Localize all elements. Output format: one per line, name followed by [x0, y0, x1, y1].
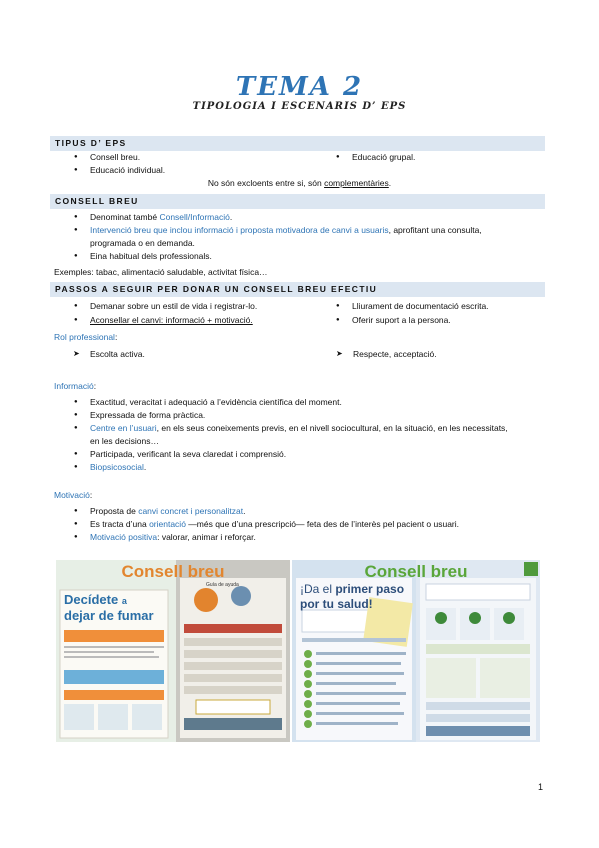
tipus-note-underlined: complementàries	[324, 178, 389, 188]
informacio-item-centre	[90, 422, 508, 434]
consell-item-eina: ● Eina habitual dels professionals.	[90, 250, 212, 262]
informacio-label	[54, 380, 96, 392]
motivacio-item1-end: .	[243, 506, 246, 516]
consell-item-intervencio-cont: programada o en demanda.	[90, 238, 195, 248]
image-left-headline2: dejar de fumar	[64, 608, 154, 623]
section-passos-heading: PASSOS A SEGUIR PER DONAR UN CONSELL BREU EFECTIU	[50, 282, 545, 297]
section-consell-heading: CONSELL BREU	[50, 194, 545, 209]
consell-item2-text: , aprofitant una consulta,	[388, 225, 482, 235]
image-left-decidete: Decídete	[64, 592, 119, 607]
rol-label-text: Rol professional	[54, 332, 115, 342]
consell-item1-end: .	[229, 212, 233, 222]
tipus-note	[0, 177, 599, 189]
rol-label-colon: :	[114, 332, 118, 342]
section-tipus-heading: TIPUS D’ EPS	[50, 136, 545, 151]
motivacio-item-orientacio	[90, 518, 459, 530]
informacio-item-biopsicosocial	[90, 461, 146, 473]
rol-item-respecte: ➤ Respecte, acceptació.	[353, 348, 437, 360]
image-right-banner: Consell breu	[364, 562, 468, 581]
rol-item-escolta: ➤ Escolta activa.	[90, 348, 145, 360]
passos-item-demanar: ● Demanar sobre un estil de vida i registrar-lo.	[90, 300, 257, 312]
page-title: TEMA 2	[235, 72, 364, 102]
tipus-note-text: No són excloents entre si, són	[207, 178, 325, 188]
page-subtitle: TIPOLOGIA I ESCENARIS D’ EPS	[192, 101, 407, 112]
consell-item2-highlight: Intervenció breu que inclou informació i proposta motivadora de canvi a usuaris	[90, 225, 389, 235]
tipus-note-end: .	[388, 178, 392, 188]
motivacio-label-text: Motivació	[54, 490, 90, 500]
informacio-item5-end: .	[143, 462, 147, 472]
consell-examples: Exemples: tabac, alimentació saludable, activitat física…	[54, 267, 268, 277]
consell-breu-image-left	[56, 560, 290, 742]
informacio-item-exactitud: ● Exactitud, veracitat i adequació a l’evidència científica del moment.	[90, 396, 342, 408]
image-right-headline1	[300, 582, 404, 596]
passos-item-oferir: ● Oferir suport a la persona.	[352, 314, 451, 326]
consell-item-denominat	[90, 211, 232, 223]
informacio-item-participada: ● Participada, verificant la seva claredat i comprensió.	[90, 448, 286, 460]
motivacio-item3-highlight: Motivació positiva	[90, 532, 158, 542]
motivacio-item2-highlight: orientació	[149, 519, 186, 529]
informacio-item3-text: , en els seus coneixements previs, en el nivell sociocultural, en la situació, en les necessitats,	[156, 423, 508, 433]
consell-item-intervencio	[90, 224, 482, 236]
motivacio-label-colon: :	[89, 490, 93, 500]
image-left-right-title: Guía de ayuda	[206, 582, 239, 588]
motivacio-item2-end: —més que d’una prescripció— feta des de l’interès pel pacient o usuari.	[185, 519, 460, 529]
tipus-item-consell: ● Consell breu.	[90, 151, 140, 163]
leaflet-illustration-left	[56, 560, 290, 742]
page-number: 1	[538, 782, 544, 792]
informacio-item-centre-cont: en les decisions…	[90, 436, 159, 446]
motivacio-item1-highlight: canvi concret i personalitzat	[138, 506, 244, 516]
rol-professional-label	[54, 331, 117, 343]
image-right-da-el: ¡Da el	[300, 582, 336, 596]
image-right-primer-paso: primer paso	[335, 582, 405, 596]
passos-item-aconsellar: ● Aconsellar el canvi: informació + motivació.	[90, 314, 253, 326]
passos-item-lliurament: ● Lliurament de documentació escrita.	[352, 300, 489, 312]
informacio-item-practica: ● Expressada de forma pràctica.	[90, 409, 205, 421]
image-left-headline1	[64, 592, 127, 607]
consell-item1-text: Denominat també	[90, 212, 160, 222]
motivacio-item2-text: Es tracta d’una	[90, 519, 150, 529]
motivacio-label	[54, 489, 92, 501]
motivacio-item1-text: Proposta de	[90, 506, 139, 516]
consell-item1-highlight: Consell/Informació	[159, 212, 230, 222]
motivacio-item-positiva	[90, 531, 256, 543]
tipus-item-grupal: ● Educació grupal.	[352, 151, 415, 163]
consell-breu-image-right	[292, 560, 540, 742]
motivacio-item3-text: : valorar, animar i reforçar.	[157, 532, 256, 542]
informacio-item5-highlight: Biopsicosocial	[90, 462, 144, 472]
image-left-a: a	[121, 596, 127, 606]
image-right-headline2: por tu salud!	[300, 597, 373, 611]
tipus-item-individual: ● Educació individual.	[90, 164, 165, 176]
motivacio-item-proposta	[90, 505, 245, 517]
image-left-banner: Consell breu	[121, 562, 225, 581]
informacio-item3-highlight: Centre en l’usuari	[90, 423, 157, 433]
informacio-label-colon: :	[93, 381, 97, 391]
informacio-label-text: Informació	[54, 381, 94, 391]
